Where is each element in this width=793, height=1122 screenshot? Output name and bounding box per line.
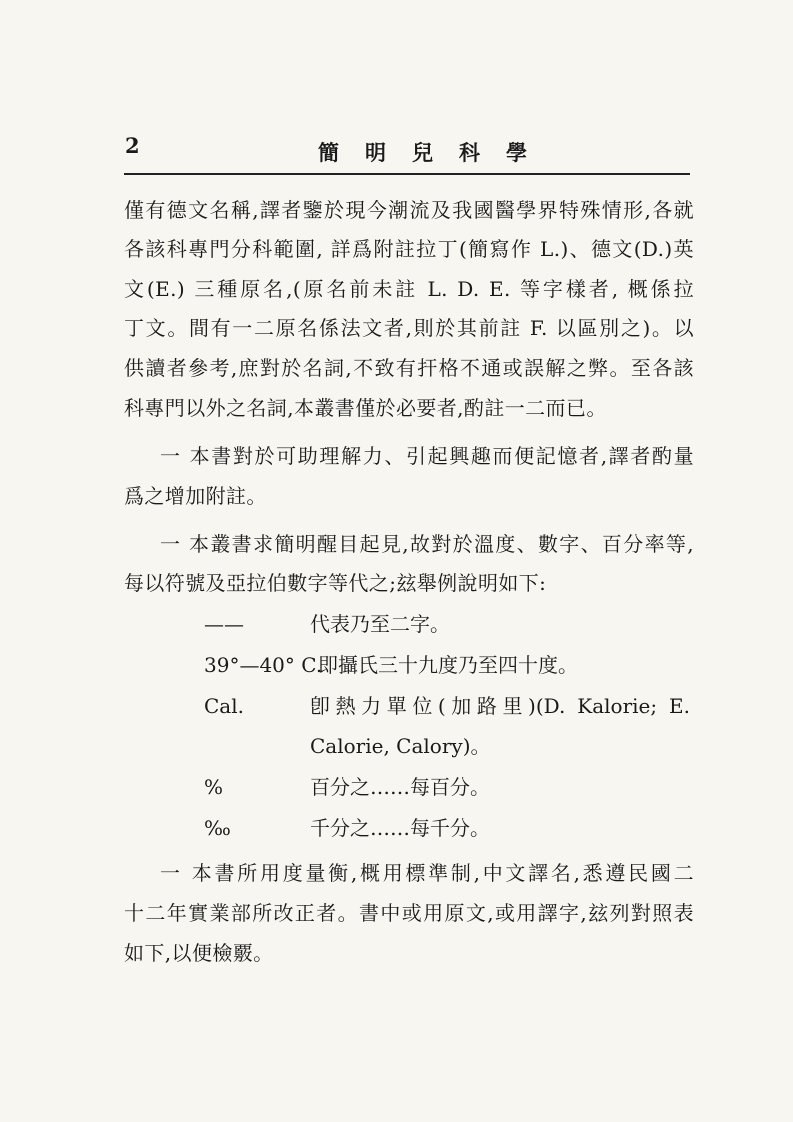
closing-line: 如下,以便檢覈。	[124, 941, 274, 965]
symbol: Cal.	[204, 694, 244, 718]
symbol-meaning: 千分之……每千分。	[310, 816, 490, 840]
symbol-meaning: 卽熱力單位(加路里)(D. Kalorie; E.	[310, 694, 690, 718]
closing-line: 十二年實業部所改正者。書中或用原文,或用譯字,玆列對照表	[124, 901, 694, 925]
closing-line: 一 本書所用度量衡,概用標準制,中文譯名,悉遵民國二	[160, 861, 694, 885]
symbol-meaning: 即攝氏三十九度乃至四十度。	[318, 653, 578, 677]
symbol: %	[204, 775, 224, 799]
symbol-meaning: 百分之……每百分。	[310, 775, 490, 799]
list-item-line: 爲之增加附註。	[124, 484, 267, 508]
body-line: 文(E.) 三種原名,(原名前未註 L. D. E. 等字樣者, 概係拉	[124, 277, 694, 301]
body-line: 丁文。間有一二原名係法文者,則於其前註 F. 以區別之)。以	[124, 316, 694, 340]
list-item-line: 每以符號及亞拉伯數字等代之;玆舉例說明如下:	[124, 571, 547, 595]
body-line: 供讀者參考,庶對於名詞,不致有扞格不通或誤解之弊。至各該	[124, 356, 694, 380]
symbol-meaning: 代表乃至二字。	[310, 612, 450, 636]
list-item-line: 一 本叢書求簡明醒目起見,故對於溫度、數字、百分率等,	[160, 532, 694, 556]
body-line: 僅有德文名稱,譯者鑒於現今潮流及我國醫學界特殊情形,各就	[124, 198, 694, 222]
body-line: 各該科專門分科範圍, 詳爲附註拉丁(簡寫作 L.)、德文(D.)英	[124, 237, 694, 261]
symbol-meaning-cont: Calorie, Calory)。	[310, 734, 491, 758]
symbol: ‰	[204, 816, 231, 840]
list-item-line: 一 本書對於可助理解力、引起興趣而便記憶者,譯者酌量	[160, 444, 694, 468]
symbol: 39°—40° C.	[204, 653, 323, 677]
page-number: 2	[125, 133, 140, 158]
header-rule	[124, 173, 690, 175]
body-line: 科專門以外之名詞,本叢書僅於必要者,酌註一二而已。	[124, 396, 607, 420]
symbol: ——	[204, 612, 244, 636]
running-title: 簡明兒科學	[318, 140, 553, 165]
